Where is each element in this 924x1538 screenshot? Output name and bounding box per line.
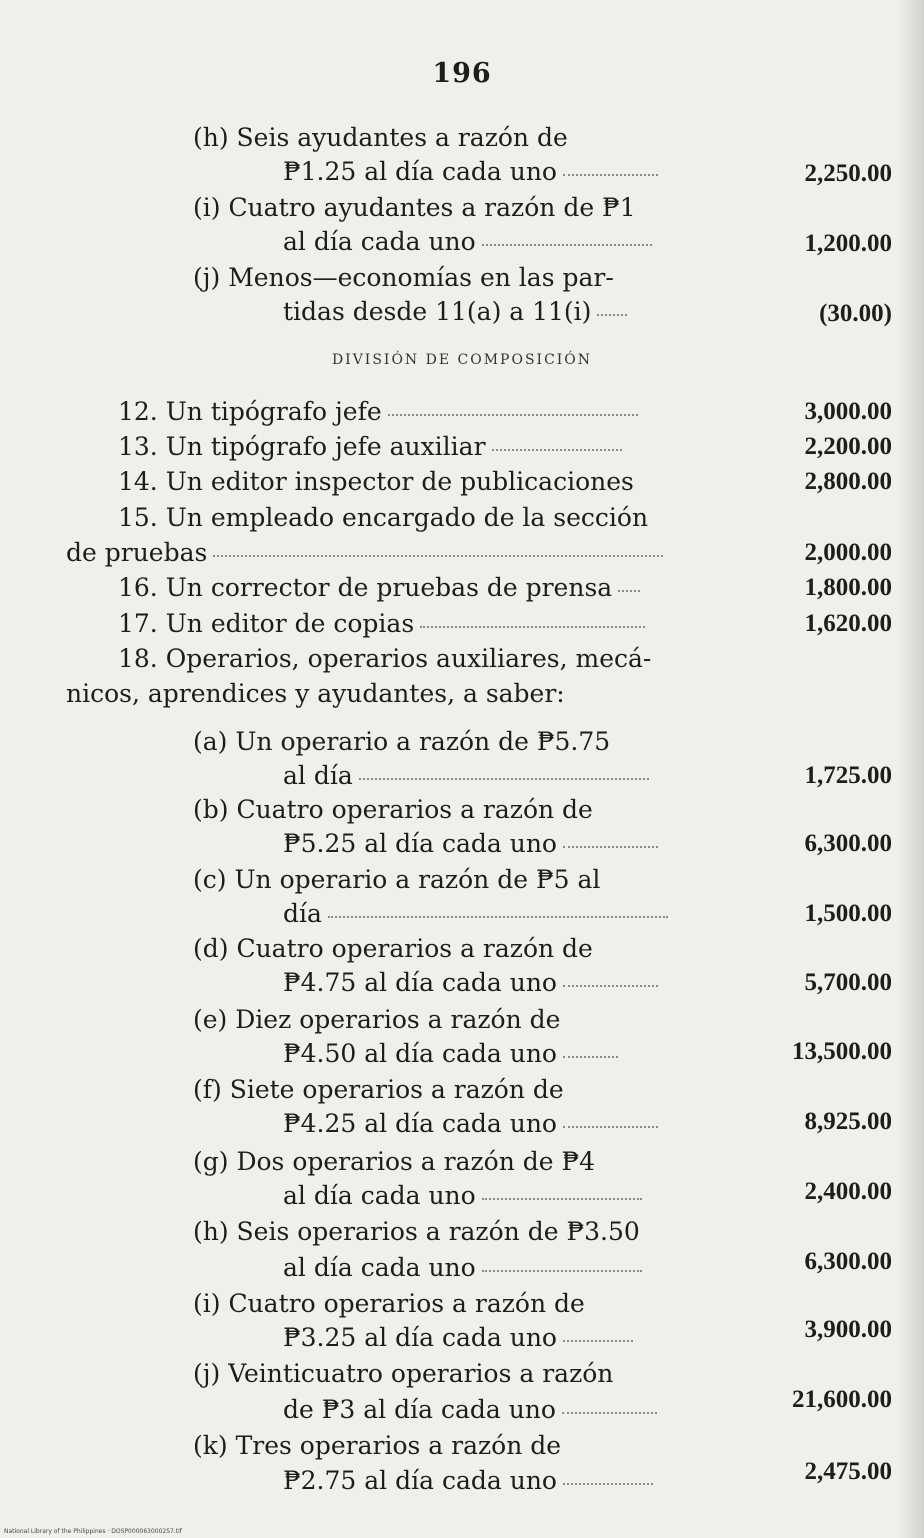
entry-amount: 1,800.00 xyxy=(804,574,892,601)
entry-line1: (i) Cuatro ayudantes a razón de ₱1 xyxy=(193,193,636,222)
entry-line1: 13. Un tipógrafo jefe auxiliar xyxy=(118,431,622,463)
entry-amount: 21,600.00 xyxy=(792,1386,892,1413)
entry-line2: de ₱3 al día cada uno xyxy=(283,1394,657,1426)
entry-line2: de pruebas xyxy=(66,537,663,569)
entry-line2: ₱4.75 al día cada uno xyxy=(283,967,658,999)
entry-amount: 13,500.00 xyxy=(792,1038,892,1065)
entry-line1: (c) Un operario a razón de ₱5 al xyxy=(193,865,601,894)
entry-amount: 3,900.00 xyxy=(804,1316,892,1343)
entry-line2: tidas desde 11(a) a 11(i) xyxy=(283,296,627,328)
entry-line1: (j) Menos—economías en las par- xyxy=(193,263,614,292)
entry-line2: ₱5.25 al día cada uno xyxy=(283,828,658,860)
entry-line2: ₱1.25 al día cada uno xyxy=(283,156,658,188)
entry-amount: 1,725.00 xyxy=(804,762,892,789)
entry-amount: 6,300.00 xyxy=(804,1248,892,1275)
entry-amount: 8,925.00 xyxy=(804,1108,892,1135)
entry-line2: ₱4.50 al día cada uno xyxy=(283,1038,618,1070)
entry-line1: 15. Un empleado encargado de la sección xyxy=(118,503,649,532)
entry-line2: nicos, aprendices y ayudantes, a saber: xyxy=(66,679,565,708)
entry-line1: 17. Un editor de copias xyxy=(118,608,645,640)
entry-line1: (h) Seis operarios a razón de ₱3.50 xyxy=(193,1217,640,1246)
entry-line1: (g) Dos operarios a razón de ₱4 xyxy=(193,1147,596,1176)
entry-line1: 18. Operarios, operarios auxiliares, mecá- xyxy=(118,644,652,673)
section-heading: DIVISIÓN DE COMPOSICIÓN xyxy=(331,352,593,368)
entry-line2: día xyxy=(283,898,668,930)
entry-amount: (30.00) xyxy=(819,300,892,327)
entry-line1: (i) Cuatro operarios a razón de xyxy=(193,1289,585,1318)
entry-amount: 1,620.00 xyxy=(804,610,892,637)
entry-line1: 12. Un tipógrafo jefe xyxy=(118,396,638,428)
page-number: 196 xyxy=(432,58,492,89)
entry-amount: 5,700.00 xyxy=(804,969,892,996)
entry-line1: (e) Diez operarios a razón de xyxy=(193,1005,561,1034)
entry-amount: 1,200.00 xyxy=(804,230,892,257)
entry-amount: 2,475.00 xyxy=(804,1458,892,1485)
entry-line1: (j) Veinticuatro operarios a razón xyxy=(193,1359,614,1388)
scan-footer: National Library of the Philippines · DOSP000063000257.tif xyxy=(4,1528,182,1535)
entry-line2: al día xyxy=(283,760,649,792)
entry-line1: (k) Tres operarios a razón de xyxy=(193,1431,562,1460)
entry-amount: 3,000.00 xyxy=(804,398,892,425)
entry-line2: ₱4.25 al día cada uno xyxy=(283,1108,658,1140)
entry-amount: 2,800.00 xyxy=(804,468,892,495)
entry-line1: (b) Cuatro operarios a razón de xyxy=(193,795,593,824)
entry-amount: 2,400.00 xyxy=(804,1178,892,1205)
entry-line1: 16. Un corrector de pruebas de prensa xyxy=(118,572,640,604)
page-edge-shadow xyxy=(898,0,924,1538)
entry-line2: al día cada uno xyxy=(283,1180,642,1212)
entry-line2: al día cada uno xyxy=(283,226,652,258)
entry-amount: 2,250.00 xyxy=(804,160,892,187)
entry-amount: 2,200.00 xyxy=(804,433,892,460)
entry-line2: ₱3.25 al día cada uno xyxy=(283,1322,633,1354)
entry-line2: ₱2.75 al día cada uno xyxy=(283,1465,653,1497)
entry-amount: 1,500.00 xyxy=(804,900,892,927)
entry-line2: al día cada uno xyxy=(283,1252,642,1284)
entry-amount: 2,000.00 xyxy=(804,539,892,566)
entry-line1: (f) Siete operarios a razón de xyxy=(193,1075,564,1104)
entry-line1: 14. Un editor inspector de publicaciones xyxy=(118,467,634,496)
entry-line1: (h) Seis ayudantes a razón de xyxy=(193,123,568,152)
entry-line1: (a) Un operario a razón de ₱5.75 xyxy=(193,727,611,756)
entry-amount: 6,300.00 xyxy=(804,830,892,857)
entry-line1: (d) Cuatro operarios a razón de xyxy=(193,934,593,963)
